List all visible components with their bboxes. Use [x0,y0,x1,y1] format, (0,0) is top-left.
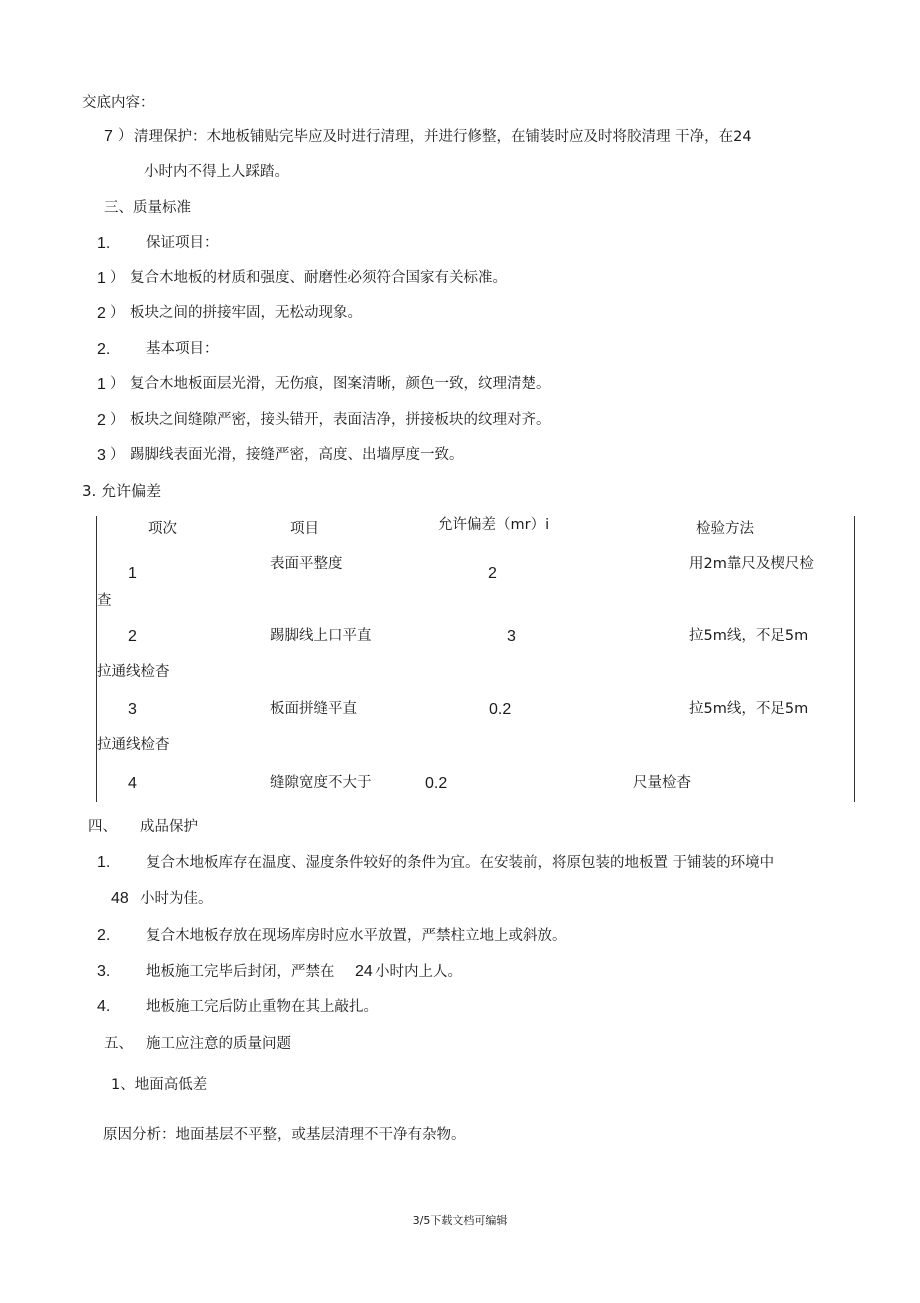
table-row-3-item: 板面拼缝平直 [270,701,357,717]
guarantee-item-2-text: 板块之间的拼接牢固，无松动现象。 [130,305,362,321]
intro-label: 交底内容： [82,95,155,111]
guarantee-number: 1. [97,235,111,252]
table-row-4-item: 缝隙宽度不大于 [270,775,372,791]
table-row-4-no: 4 [128,775,137,792]
table-header-tolerance: 允许偏差（mr）i [438,517,550,533]
guarantee-item-2-number: 2 [97,305,106,322]
table-header-method: 检验方法 [696,521,754,537]
table-row-3-no: 3 [128,701,137,718]
basic-item-3-paren: ） [110,447,125,463]
section5-sub1: 1、地面高低差 [111,1077,208,1093]
cause-analysis: 原因分析：地面基层不平整，或基层清理不干净有杂物。 [103,1127,466,1143]
section4-item-2-number: 2. [97,927,111,944]
item7-continuation: 小时内不得上人踩踏。 [144,164,289,180]
table-row-2-no: 2 [128,628,137,645]
table-row-1-method-cont: 查 [97,593,112,609]
table-row-2-item: 踢脚线上口平直 [270,628,372,644]
tolerance-title: 3. 允许偏差 [82,482,162,500]
section4-number: 四、 [88,819,117,835]
item7-number: 7 [104,128,113,145]
section4-item-4-text: 地板施工完后防止重物在其上敲扎。 [146,999,378,1015]
table-right-border [854,516,855,802]
section3-title: 三、质量标准 [104,200,191,216]
basic-item-3-text: 踢脚线表面光滑，接缝严密，高度、出墙厚度一致。 [130,447,464,463]
item7-paren: ） [118,128,133,144]
guarantee-item-2-paren: ） [110,305,125,321]
table-row-3-method-cont: 拉通线检杳 [97,737,170,753]
section4-item-3-text-b: 小时内上人。 [375,964,462,980]
table-left-border [96,516,97,802]
table-row-1-item: 表面平整度 [270,556,343,572]
basic-item-1-text: 复合木地板面层光滑，无伤痕，图案清晰，颜色一致，纹理清楚。 [130,376,551,392]
basic-number: 2. [97,341,111,358]
basic-item-3-number: 3 [97,447,106,464]
table-row-1-value: 2 [488,565,497,582]
table-row-4-value: 0.2 [425,775,448,792]
section4-item-4-number: 4. [97,998,111,1015]
section4-title: 成品保护 [140,819,198,835]
basic-item-2-number: 2 [97,412,106,429]
section4-item-1-cont-text: 小时为佳。 [140,891,213,907]
section4-item-2-text: 复合木地板存放在现场库房时应水平放置，严禁柱立地上或斜放。 [146,928,567,944]
guarantee-item-1-number: 1 [97,270,106,287]
basic-item-2-text: 板块之间缝隙严密，接头错开，表面洁净，拼接板块的纹理对齐。 [130,412,551,428]
section4-item-3-text-number: 24 [355,963,373,980]
section4-item-1-text: 复合木地板库存在温度、湿度条件较好的条件为宜。在安装前，将原包装的地板置 于铺装的环境中 [146,855,775,871]
section5-number: 五、 [104,1036,133,1052]
table-row-1-no: 1 [128,565,137,582]
table-row-2-method-cont: 拉通线检杳 [97,664,170,680]
table-row-2-value: 3 [507,628,516,645]
table-row-2-method: 拉5m线，不足5m [689,628,809,644]
item7-text: 清理保护：木地板铺贴完毕应及时进行清理，并进行修整，在铺装时应及时将胶清理 干净，在24 [134,129,752,145]
table-header-no: 项次 [148,521,177,537]
section4-item-3-number: 3. [97,963,111,980]
table-row-3-method: 拉5m线，不足5m [689,701,809,717]
page-footer: 3/5下载文档可编辑 [412,1214,508,1227]
guarantee-item-1-paren: ） [110,270,125,286]
basic-item-1-paren: ） [110,376,125,392]
section4-item-1-number: 1. [97,854,111,871]
basic-label: 基本项目： [146,341,219,357]
section5-title: 施工应注意的质量问题 [146,1036,291,1052]
basic-item-1-number: 1 [97,376,106,393]
section4-item-1-cont-number: 48 [111,890,129,907]
guarantee-item-1-text: 复合木地板的材质和强度、耐磨性必须符合国家有关标准。 [130,270,507,286]
table-row-3-value: 0.2 [489,701,512,718]
basic-item-2-paren: ） [110,412,125,428]
table-row-1-method: 用2m靠尺及楔尺检 [689,556,814,572]
guarantee-label: 保证项目： [146,235,219,251]
table-row-4-method: 尺量检杳 [633,775,691,791]
section4-item-3-text-a: 地板施工完毕后封闭，严禁在 [146,964,335,980]
table-header-item: 项目 [290,521,319,537]
